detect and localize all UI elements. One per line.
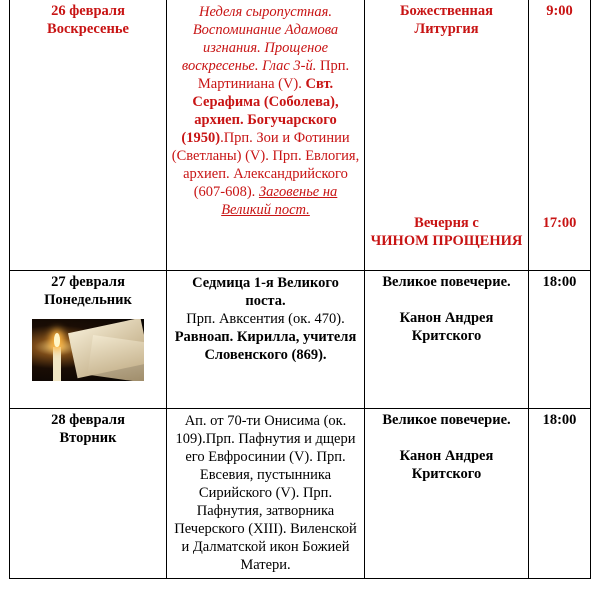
weekday: Воскресенье	[47, 21, 129, 37]
time-liturgy: 9:00	[546, 3, 573, 19]
time-vespers: 17:00	[542, 215, 577, 231]
description-cell	[167, 270, 365, 408]
weekday: Понедельник	[44, 291, 132, 308]
date: 26 февраля	[51, 3, 125, 19]
date: 28 февраля	[51, 411, 125, 428]
service-liturgy: Божественная Литургия	[399, 3, 494, 37]
time-cell	[529, 270, 591, 408]
vespers-line-2: ЧИНОМ ПРОЩЕНИЯ	[370, 233, 523, 249]
service-cell	[365, 408, 529, 578]
fast-note: Заговенье на Великий пост.	[221, 184, 338, 218]
time: 18:00	[542, 411, 577, 428]
saint-bold: Равноап. Кирилла, учителя Словенского (869).	[174, 328, 357, 363]
service-compline: Великое повечерие.	[382, 411, 511, 428]
description-cell	[167, 408, 365, 578]
saint-bold: Свт. Серафима (Соболева), архиеп. Богучарского (1950)	[181, 76, 339, 146]
schedule-table	[9, 0, 591, 579]
time-cell	[529, 0, 591, 270]
saint-text: Прп. Мартиниана (V).	[197, 58, 350, 92]
time: 18:00	[542, 273, 577, 290]
schedule-row	[10, 0, 591, 270]
time-cell	[529, 408, 591, 578]
date-cell	[10, 0, 167, 270]
saint-text: Ап. от 70-ти Онисима (ок. 109).Прп. Пафнутия и дщери его Евфросинии (V). Прп. Евсевия, пустынника Сирийского (V). Прп. Пафнутия, затворника Печерского (XIII). Виленской и Далматской икон Божией Матери.	[174, 412, 357, 573]
date: 27 февраля	[51, 273, 125, 290]
vespers-line-1: Вечерня с	[414, 215, 479, 231]
feast-title: Неделя сыропустная. Воспоминание Адамова изгнания. Прощеное воскресенье. Глас 3-й.	[181, 4, 339, 74]
date-cell	[10, 270, 167, 408]
service-canon: Канон Андрея Критского	[399, 447, 494, 482]
service-cell	[365, 270, 529, 408]
schedule-row	[10, 408, 591, 578]
service-vespers	[365, 214, 528, 250]
service-cell	[365, 0, 529, 270]
description-cell	[167, 0, 365, 270]
service-compline: Великое повечерие.	[382, 273, 511, 290]
weekday: Вторник	[59, 429, 117, 446]
saint-text: Прп. Авксентия (ок. 470).	[186, 310, 345, 327]
service-canon: Канон Андрея Критского	[399, 309, 494, 344]
candle-book-image	[32, 319, 144, 381]
schedule-row	[10, 270, 591, 408]
saint-text-2: .Прп. Зои и Фотинии (Светланы) (V). Прп. Евлогия, архиеп. Александрийского (607-608).	[171, 130, 360, 200]
date-cell	[10, 408, 167, 578]
week-title: Седмица 1-я Великого поста.	[192, 274, 339, 309]
